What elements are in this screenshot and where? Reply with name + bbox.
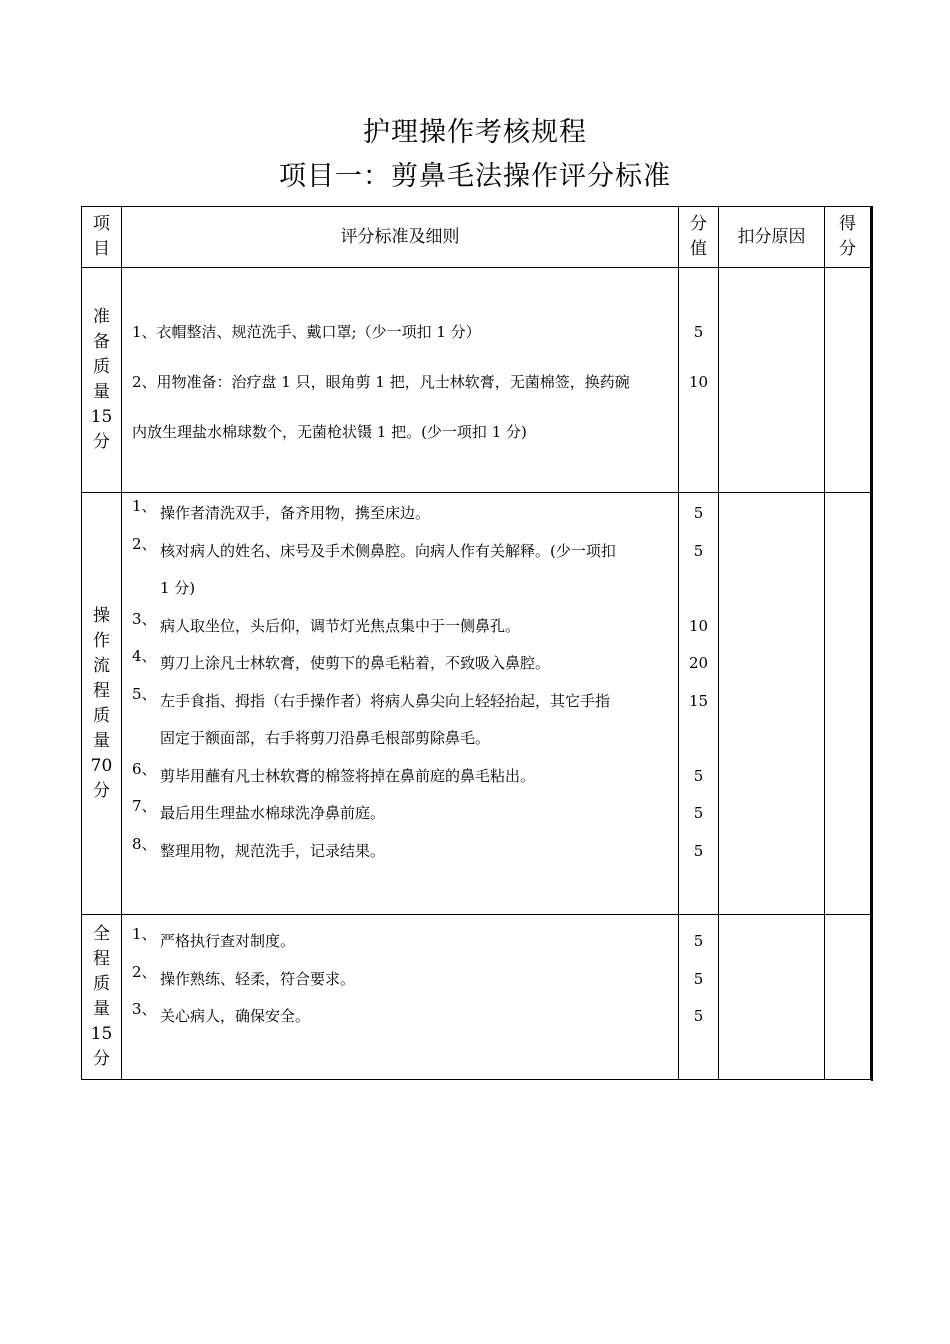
list-item: 3、 关心病人，确保安全。	[132, 1000, 311, 1025]
section-label-procedure: 操 作 流 程 质 量 70 分	[82, 493, 122, 915]
list-item: 1 分)	[160, 579, 196, 597]
header-score: 分 值	[679, 207, 719, 268]
table-row	[82, 915, 871, 1080]
score-value: 15	[688, 691, 709, 710]
document-subtitle: 项目一：剪鼻毛法操作评分标准	[279, 161, 671, 192]
list-item: 固定于额面部，右手将剪刀沿鼻毛根部剪除鼻毛。	[160, 729, 491, 747]
header-criteria: 评分标准及细则	[122, 207, 679, 268]
criteria-line: 2、用物准备：治疗盘 1 只，眼角剪 1 把，凡士林软膏，无菌棉签，换药碗	[132, 373, 630, 391]
score-value: 5	[693, 841, 704, 860]
header-item: 项 目	[82, 207, 122, 268]
score-cell	[679, 915, 719, 1080]
deduct-reason-cell	[719, 268, 825, 493]
scoring-table	[81, 206, 871, 1080]
score-cell	[679, 268, 719, 493]
list-item: 5、 左手食指、拇指（右手操作者）将病人鼻尖向上轻轻抬起，其它手指	[132, 684, 611, 710]
score-spacer	[679, 720, 718, 758]
deduct-reason-cell	[719, 493, 825, 915]
score-value: 5	[693, 323, 704, 341]
criteria-cell	[122, 268, 679, 493]
score-value: 5	[693, 932, 704, 950]
table-header-row	[82, 207, 871, 268]
list-item: 8、 整理用物，规范洗手，记录结果。	[132, 834, 386, 860]
criteria-line: 1、衣帽整洁、规范洗手、戴口罩;（少一项扣 1 分）	[132, 323, 481, 341]
score-spacer	[679, 570, 718, 608]
score-value: 5	[693, 766, 704, 785]
table-right-border	[871, 206, 873, 1081]
score-value: 10	[688, 616, 709, 635]
criteria-cell	[122, 493, 679, 915]
table-row	[82, 493, 871, 915]
header-obtained: 得 分	[825, 207, 871, 268]
score-value: 5	[693, 541, 704, 560]
section-label-preparation: 准 备 质 量 15 分	[82, 268, 122, 493]
list-item: 4、 剪刀上涂凡士林软膏，使剪下的鼻毛粘着，不致吸入鼻腔。	[132, 647, 551, 672]
score-value: 5	[693, 804, 704, 822]
list-item: 7、 最后用生理盐水棉球洗净鼻前庭。	[132, 797, 386, 822]
criteria-cell	[122, 915, 679, 1080]
score-value: 5	[693, 504, 704, 522]
deduct-reason-cell	[719, 915, 825, 1080]
score-cell	[679, 493, 719, 915]
obtained-cell	[825, 915, 871, 1080]
score-value: 5	[693, 969, 704, 988]
score-value: 5	[693, 1007, 704, 1025]
list-item: 1、 严格执行查对制度。	[132, 925, 296, 950]
section-label-overall: 全 程 质 量 15 分	[82, 915, 122, 1080]
document-title: 护理操作考核规程	[363, 117, 587, 148]
obtained-cell	[825, 493, 871, 915]
list-item: 1、 操作者清洗双手，备齐用物，携至床边。	[132, 497, 431, 522]
header-deduct-reason: 扣分原因	[719, 207, 825, 268]
obtained-cell	[825, 268, 871, 493]
table-row	[82, 268, 871, 493]
list-item: 2、 操作熟练、轻柔，符合要求。	[132, 962, 356, 988]
list-item: 2、 核对病人的姓名、床号及手术侧鼻腔。向病人作有关解释。(少一项扣	[132, 534, 616, 560]
list-item: 3、 病人取坐位，头后仰，调节灯光焦点集中于一侧鼻孔。	[132, 609, 521, 635]
list-item: 6、 剪毕用蘸有凡士林软膏的棉签将掉在鼻前庭的鼻毛粘出。	[132, 759, 536, 785]
criteria-line: 内放生理盐水棉球数个，无菌枪状镊 1 把。(少一项扣 1 分)	[132, 423, 527, 441]
score-value: 10	[688, 373, 709, 391]
score-value: 20	[688, 654, 709, 672]
